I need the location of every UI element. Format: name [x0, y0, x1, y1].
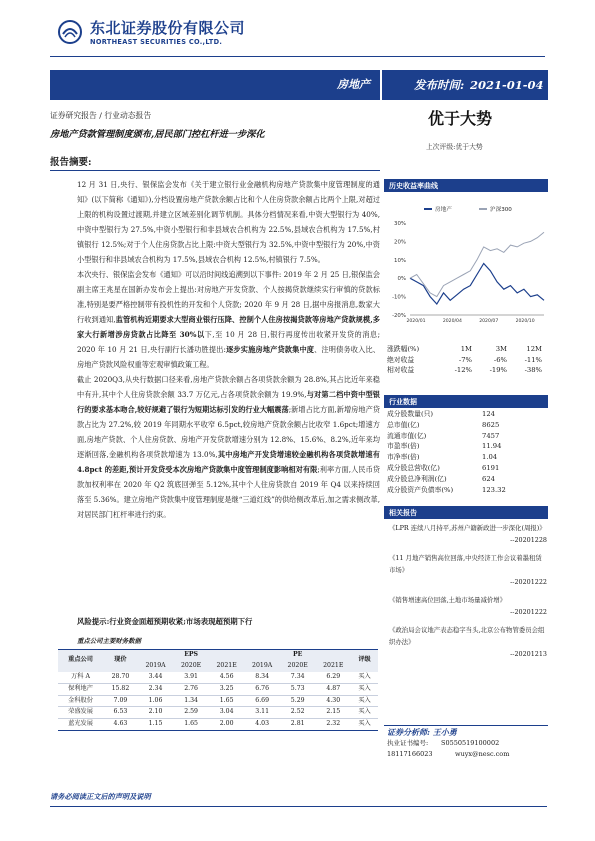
analyst-name: 证券分析师: 王小勇: [387, 727, 457, 737]
eps-cell: 4.56: [209, 672, 245, 684]
table-row: [58, 683, 378, 695]
pe-cell: 7.34: [280, 672, 316, 684]
brand-name-cn: 东北证券股份有限公司: [90, 19, 246, 37]
paragraph-2-part-c: 下,至 10 月 28 日,银行再度传出收紧开发贷的消息; 2020 年 10 月 21 日,央行副行长潘功胜提出:: [77, 330, 380, 354]
eps-cell: 2.10: [138, 707, 173, 719]
chart-title-bar: [384, 179, 548, 192]
paragraph-3-bold-b: 与对第二档中资中型银行的要求基本吻合,较好规避了银行为短期达标引发的行业大幅震荡: [77, 390, 380, 414]
industry-data-row: [387, 421, 547, 432]
y-tick-label: -20%: [392, 313, 406, 319]
related-report-date: --20201222: [510, 578, 547, 586]
company-name: 金科股份: [58, 695, 103, 707]
industry-data-label: 流通市值(亿): [387, 431, 427, 440]
industry-data-bar: [384, 395, 548, 408]
performance-value: -7%: [458, 355, 472, 364]
paragraph-2-part-e: 、注明债务收入比、房地产贷款风险权重等宏观审慎政策工程。: [77, 345, 380, 369]
y-tick-label: 0%: [397, 276, 406, 283]
return-chart: [384, 195, 548, 326]
table-row: [58, 707, 378, 719]
industry-data-row: [387, 453, 547, 464]
industry-data-row: [387, 432, 547, 443]
paragraph-2-bold-d: 逐步实施房地产贷款集中度: [225, 345, 315, 354]
risk-warning: 风险提示:行业资金面超预期收紧;市场表现超预期下行: [77, 617, 253, 626]
chart-title: 历史收益率曲线: [389, 182, 438, 190]
price-cell: 4.63: [103, 719, 138, 731]
related-report-link[interactable]: 《政治局会议地产表态稳字当头,北京公布物管委员会组织办法》: [389, 626, 545, 646]
performance-value: 3M: [495, 345, 507, 353]
industry-data-row: [387, 410, 547, 421]
pe-cell: 8.34: [244, 672, 279, 684]
paragraph-3-bold-d: 其中房地产开发贷增速较金融机构各项贷款增速有 4.8pct 的差距,预计开发贷受本次房地产贷款集中度管理制度影响相对有限: [77, 450, 380, 474]
pe-cell: 2.32: [315, 719, 351, 731]
col-rating: 评级: [351, 650, 378, 672]
series-line: [410, 264, 544, 305]
industry-data-label: 市盈率(倍): [387, 442, 420, 451]
previous-rating: 上次评级:优于大势: [426, 143, 483, 151]
industry-data-label: 总市值(亿): [387, 420, 420, 429]
industry-data-value: 124: [482, 410, 495, 418]
pe-cell: 6.29: [315, 672, 351, 684]
eps-cell: 2.76: [173, 683, 209, 695]
pe-cell: 2.52: [280, 707, 316, 719]
paragraph-1: 12 月 31 日,央行、银保监会发布《关于建立银行业金融机构房地产贷款集中度管理制度的通知》(以下简称《通知》),分档设置房地产贷款余额占比和个人住房贷款余额占比两个上限,对超过上限的机构设置过渡期,并建立区域差别化调节机制。具体分档情况来看,中资大型银行为 40%,中资中型银行为 27.5%,中资小型银行和非县域农合机构为 22.5%,县域农合机构为 17.5%,村镇银行 12.5%;对于个人住房贷款占比上限:中资大型银行为 32.5%,中资中型银行为 20%,中资小型银行和非县域农合机构为 17.5%,县域农合机构 12.5%,村镇银行 7.5%。: [77, 180, 380, 264]
footer-divider: [50, 806, 547, 807]
year-header: 2020E: [173, 661, 209, 672]
y-tick-label: 30%: [394, 221, 406, 227]
company-name: 蓝光发展: [58, 719, 103, 731]
table-row: [58, 695, 378, 707]
industry-data-label: 成分股总净利润(亿): [387, 474, 447, 483]
industry-data-value: 6191: [482, 463, 500, 472]
rating-cell: 买入: [351, 719, 378, 731]
col-eps: EPS: [138, 650, 245, 661]
performance-row: [387, 366, 547, 377]
performance-value: 12M: [526, 345, 542, 353]
legend-label: 房地产: [435, 207, 452, 213]
industry-data-title: 行业数据: [389, 398, 417, 406]
company-name: 万科 A: [58, 672, 103, 684]
performance-label: 相对收益: [387, 366, 415, 374]
year-header: 2019A: [138, 661, 173, 672]
summary-divider: [50, 170, 380, 171]
industry-data-value: 624: [482, 474, 495, 483]
industry-data-value: 1.04: [482, 453, 498, 462]
analyst-phone: 18117166023: [387, 750, 433, 758]
related-reports-bar: [384, 506, 548, 519]
pe-cell: 4.03: [244, 719, 279, 731]
price-cell: 7.09: [103, 695, 138, 707]
performance-value: -12%: [454, 366, 472, 374]
pe-cell: 5.73: [280, 683, 316, 695]
industry-data-table: [387, 410, 547, 496]
brand-name-en: NORTHEAST SECURITIES CO.,LTD.: [90, 38, 223, 46]
pe-cell: 6.69: [244, 695, 279, 707]
related-report-link[interactable]: 《LPR 连续八月持平,苏州户籍新政进一步深化(周报)》: [389, 524, 546, 532]
company-logo-icon: [58, 20, 82, 44]
analyst-divider: [384, 725, 548, 726]
eps-cell: 1.15: [138, 719, 173, 731]
related-report-date: --20201222: [510, 608, 547, 616]
y-tick-label: 20%: [394, 239, 406, 246]
related-reports-title: 相关报告: [389, 509, 417, 517]
rating-cell: 买入: [351, 695, 378, 707]
table-row: [58, 672, 378, 684]
pe-cell: 2.15: [315, 707, 351, 719]
x-tick-label: 2020/10: [515, 319, 535, 324]
price-cell: 28.70: [103, 672, 138, 684]
industry-data-row: [387, 442, 547, 453]
report-type: 证券研究报告 / 行业动态报告: [50, 111, 152, 120]
report-title: 房地产贷款管理制度颁布,居民部门控杠杆进一步深化: [50, 129, 265, 140]
header-divider: [50, 56, 545, 57]
cert-number: S0550519100002: [441, 739, 500, 747]
paragraph-2-part-a: 本次央行、银保监会发布《通知》可以沿时间线追溯到以下事件: 2019 年 2 月 25 日,银保监会副主席王兆星在国新办发布会上提出:对房地产开发贷款、个人按揭贷款继续实行审慎的贷款标准,特别是要严格控制带有投机性的开发和个人贷款; 2020 年 9 月 28 日,据中房报消息,数家大行收到通知,: [77, 270, 380, 324]
performance-table: [387, 345, 547, 377]
industry-data-value: 8625: [482, 420, 500, 429]
price-cell: 6.53: [103, 707, 138, 719]
date-label: 发布时间:: [414, 78, 465, 92]
x-tick-label: 2020/07: [479, 319, 499, 324]
industry-data-row: [387, 486, 547, 497]
performance-value: 1M: [460, 345, 472, 353]
y-tick-label: -10%: [392, 294, 406, 301]
analyst-cert-row: [387, 738, 548, 749]
eps-cell: 1.34: [173, 695, 209, 707]
eps-cell: 3.91: [173, 672, 209, 684]
eps-cell: 2.59: [173, 707, 209, 719]
footer-disclaimer: 请务必阅读正文后的声明及说明: [50, 792, 151, 801]
series-line: [410, 232, 544, 296]
performance-value: -38%: [524, 366, 542, 374]
paragraph-3-part-a: 截止 2020Q3,从央行数据口径来看,房地产贷款余额占各项贷款余额为 28.8%,其占比近年来稳中有升,其中个人住房贷款余额 33.7 万亿元,占各项贷款余额为 19.9%,: [77, 375, 380, 399]
x-tick-label: 2020/04: [442, 319, 462, 324]
year-header: 2021E: [315, 661, 351, 672]
performance-value: -11%: [524, 355, 542, 364]
paragraph-2: [77, 267, 380, 372]
table-row: [58, 719, 378, 731]
paragraph-3: [77, 372, 380, 522]
industry-data-value: 7457: [482, 431, 500, 440]
pe-cell: 6.76: [244, 683, 279, 695]
pe-cell: 4.87: [315, 683, 351, 695]
year-header: 2019A: [244, 661, 279, 672]
rating-cell: 买入: [351, 683, 378, 695]
paragraph-3-part-c: ;新增占比方面,新增房地产贷款占比为 27.2%,较 2019 年同期水平收窄 6.5pct,较房地产贷款余额占比收窄 1.6pct;增速方面,房地产贷款、个人住房贷款、房地产开发贷款增速分别为 12.8%、15.6%、8.2%,近年来均逐渐回落,金融机构各项贷款增速为 13.0%,: [77, 405, 380, 459]
related-report-date: --20201213: [510, 650, 547, 658]
price-cell: 15.82: [103, 683, 138, 695]
industry-data-label: 成分股资产负债率(%): [387, 485, 454, 494]
eps-cell: 2.00: [209, 719, 245, 731]
performance-label: 绝对收益: [387, 355, 415, 364]
col-company: 重点公司: [58, 650, 103, 672]
eps-cell: 3.04: [209, 707, 245, 719]
performance-value: -6%: [493, 355, 507, 364]
industry-data-row: [387, 475, 547, 486]
paragraph-2-bold-b: 监管机构近期要求大型商业银行压降、控制个人住房按揭贷款等房地产贷款规模,多家大行新增涉房贷款占比降至 30%以: [77, 315, 380, 339]
eps-cell: 2.34: [138, 683, 173, 695]
summary-body: [77, 177, 380, 522]
industry-data-label: 市净率(倍): [387, 453, 420, 462]
pe-cell: 4.30: [315, 695, 351, 707]
x-tick-label: 2020/01: [406, 319, 426, 324]
paragraph-3-part-e: ;利率方面,人民币贷款加权利率在 2020 年 Q2 筑底回弹至 5.12%,其中个人住房贷款自 2019 年 Q4 以来持续回落至 5.36%。建立房地产贷款集中度管理制度是继“三道红线”的供给侧改革后,加之需求侧改革,对居民部门杠杆率进行约束。: [77, 465, 380, 519]
eps-cell: 3.44: [138, 672, 173, 684]
industry-data-label: 成分股总营收(亿): [387, 463, 440, 472]
eps-cell: 1.65: [209, 695, 245, 707]
date-value: 2021-01-04: [470, 78, 544, 92]
analyst-contact-row: [387, 749, 548, 760]
eps-cell: 1.65: [173, 719, 209, 731]
performance-label: 涨跌幅(%): [387, 345, 420, 353]
analyst-info: [387, 727, 548, 760]
y-tick-label: 10%: [394, 257, 406, 264]
industry-label: 房地产: [337, 78, 370, 91]
rating-cell: 买入: [351, 707, 378, 719]
legend-label: 沪深300: [490, 207, 512, 213]
cert-label: 执业证书编号:: [387, 739, 429, 747]
company-name: 保利地产: [58, 683, 103, 695]
company-table-caption: 重点公司主要财务数据: [77, 637, 141, 645]
company-table: [58, 649, 378, 731]
year-header: 2020E: [280, 661, 316, 672]
performance-row: [387, 356, 547, 367]
col-price: 现价: [103, 650, 138, 672]
pe-cell: 5.29: [280, 695, 316, 707]
related-report-link[interactable]: 《销售增速高位回落,土地市场量减价增》: [389, 596, 507, 604]
year-header: 2021E: [209, 661, 245, 672]
eps-cell: 3.25: [209, 683, 245, 695]
industry-data-value: 11.94: [482, 442, 502, 451]
company-name: 荣盛发展: [58, 707, 103, 719]
pe-cell: 2.81: [280, 719, 316, 731]
industry-data-row: [387, 464, 547, 475]
industry-data-value: 123.32: [482, 485, 506, 494]
pe-cell: 3.11: [244, 707, 279, 719]
eps-cell: 1.06: [138, 695, 173, 707]
summary-heading: 报告摘要:: [50, 157, 92, 168]
col-pe: PE: [244, 650, 351, 661]
rating-cell: 买入: [351, 672, 378, 684]
industry-banner: [50, 70, 380, 100]
related-report-date: --20201228: [510, 536, 547, 544]
related-report-link[interactable]: 《11 月地产销售高位回落,中央经济工作会议着墨租赁市场》: [389, 554, 542, 574]
performance-row: [387, 345, 547, 356]
rating: 优于大势: [428, 109, 493, 128]
related-reports: [389, 522, 547, 666]
industry-data-label: 成分股数量(只): [387, 410, 434, 418]
performance-value: -19%: [489, 366, 507, 374]
analyst-email: wuyx@nesc.com: [455, 750, 510, 758]
date-banner: [382, 70, 548, 100]
